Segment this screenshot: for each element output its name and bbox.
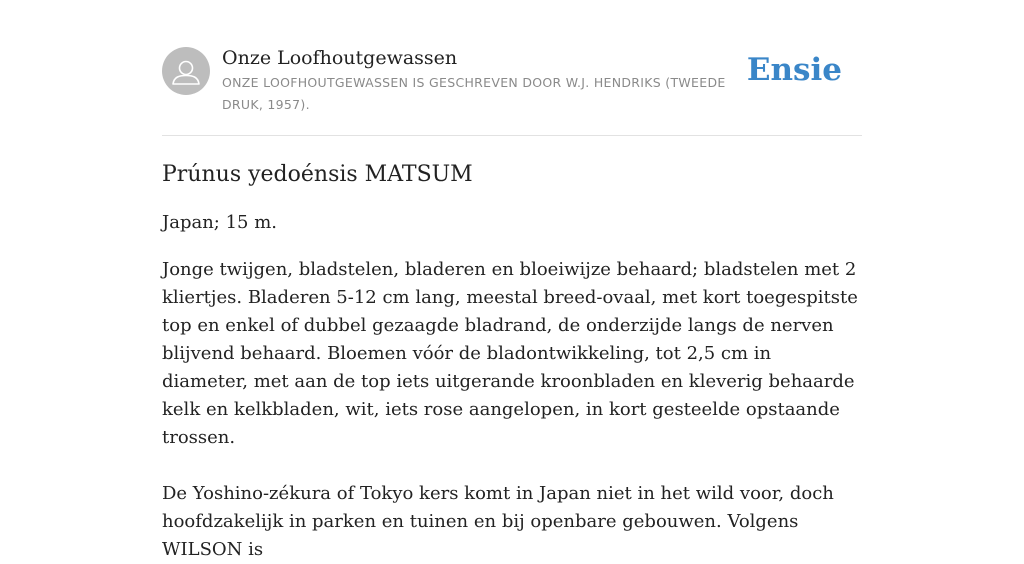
user-silhouette-icon (162, 47, 210, 95)
brand-logo-link[interactable]: Ensie (746, 52, 842, 88)
article-paragraph-2: De Yoshino-zékura of Tokyo kers komt in Japan niet in het wild voor, doch hoofdzakelijk in parken en tuinen en bij openbare gebouwen. Volgens WILSON is (162, 483, 834, 560)
article-paragraph-1: Jonge twijgen, bladstelen, bladeren en bloeiwijze behaard; bladstelen met 2 kliertjes. Bladeren 5-12 cm lang, meestal breed-ovaal, met kort toegespitste top en enkel of dubbel gezaagde bladrand, de onderzijde langs de nerven blijvend behaard. Bloemen vóór de bladontwikkeling, tot 2,5 cm in diameter, met aan de top iets uitgerande kroonbladen en kleverig behaarde kelk en kelkbladen, wit, iets rose aangelopen, in kort gesteelde opstaande trossen. (162, 259, 858, 448)
avatar[interactable] (162, 47, 210, 95)
article (162, 158, 862, 564)
source-header (162, 46, 862, 136)
article-title: Prúnus yedoénsis MATSUM (162, 162, 473, 187)
header-divider (162, 135, 862, 136)
source-description: ONZE LOOFHOUTGEWASSEN IS GESCHREVEN DOOR W.J. HENDRIKS (TWEEDE DRUK, 1957). (222, 75, 726, 112)
source-title[interactable]: Onze Loofhoutgewassen (222, 47, 458, 69)
article-subtitle: Japan; 15 m. (162, 212, 277, 233)
